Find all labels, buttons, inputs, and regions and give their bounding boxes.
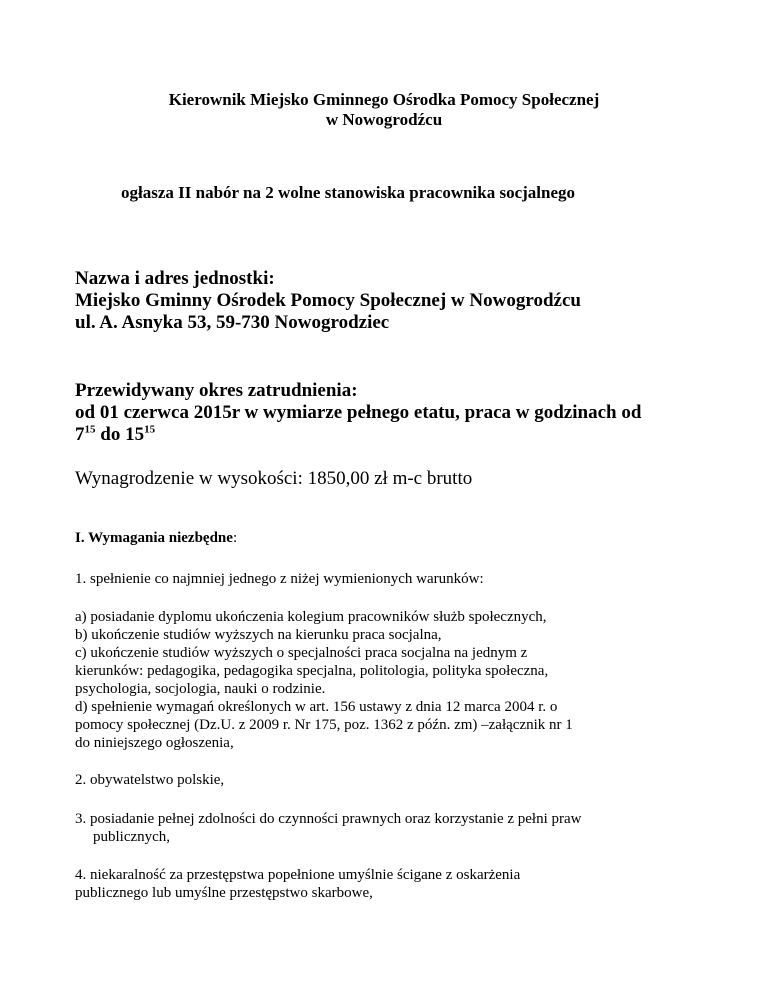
requirement-sub-d: d) spełnienie wymagań określonych w art. 156 ustawy z dnia 12 marca 2004 r. o — [75, 699, 558, 715]
requirement-item-2: 2. obywatelstwo polskie, — [75, 772, 225, 788]
requirement-sub-a: a) posiadanie dyplomu ukończenia kolegium pracowników służb społecznych, — [75, 609, 547, 625]
requirements-heading-colon: : — [232, 530, 238, 546]
announcement-text: ogłasza II nabór na 2 wolne stanowiska pracownika socjalnego — [121, 183, 576, 202]
requirement-sub-c-line3: psychologia, socjologia, nauki o rodzinie. — [75, 681, 326, 697]
requirement-item-3: 3. posiadanie pełnej zdolności do czynności prawnych oraz korzystanie z pełni praw — [75, 811, 582, 827]
hour-start-minutes: 15 — [84, 423, 96, 436]
hour-end: 15 — [125, 424, 145, 445]
hour-end-minutes: 15 — [144, 423, 156, 436]
requirement-sub-c-line2: kierunków: pedagogika, pedagogika specjalna, politologia, polityka społeczna, — [75, 663, 549, 679]
requirement-sub-b: b) ukończenie studiów wyższych na kierunku praca socjalna, — [75, 627, 442, 643]
employment-label: Przewidywany okres zatrudnienia: — [75, 380, 358, 401]
requirements-heading — [75, 529, 237, 547]
unit-name: Miejsko Gminny Ośrodek Pomocy Społecznej w Nowogrodźcu — [75, 290, 581, 311]
requirements-heading-label: I. Wymagania niezbędne — [75, 530, 233, 546]
requirement-item-4-line2: publicznego lub umyślne przestępstwo skarbowe, — [75, 885, 373, 901]
hours-to-word: do — [100, 424, 121, 445]
requirement-item-1: 1. spełnienie co najmniej jednego z niżej wymienionych warunków: — [75, 571, 484, 587]
unit-address: ul. A. Asnyka 53, 59-730 Nowogrodziec — [75, 312, 390, 333]
requirement-sub-c: c) ukończenie studiów wyższych o specjalności praca socjalna na jednym z — [75, 645, 528, 661]
employment-period: od 01 czerwca 2015r w wymiarze pełnego etatu, praca w godzinach od — [75, 402, 642, 423]
hour-start: 7 — [75, 424, 85, 445]
salary-text: Wynagrodzenie w wysokości: 1850,00 zł m-c brutto — [75, 468, 473, 489]
header-title-line1: Kierownik Miejsko Gminnego Ośrodka Pomocy Społecznej — [168, 90, 600, 109]
requirement-sub-d-line2: pomocy społecznej (Dz.U. z 2009 r. Nr 175, poz. 1362 z późn. zm) –załącznik nr 1 — [75, 717, 573, 733]
unit-label: Nazwa i adres jednostki: — [75, 268, 275, 289]
header-title-line2: w Nowogrodźcu — [325, 110, 443, 129]
requirement-sub-d-line3: do niniejszego ogłoszenia, — [75, 735, 234, 751]
requirement-item-4: 4. niekaralność za przestępstwa popełnione umyślnie ścigane z oskarżenia — [75, 867, 521, 883]
employment-hours — [75, 424, 155, 446]
requirement-item-3-line2: publicznych, — [93, 829, 171, 845]
